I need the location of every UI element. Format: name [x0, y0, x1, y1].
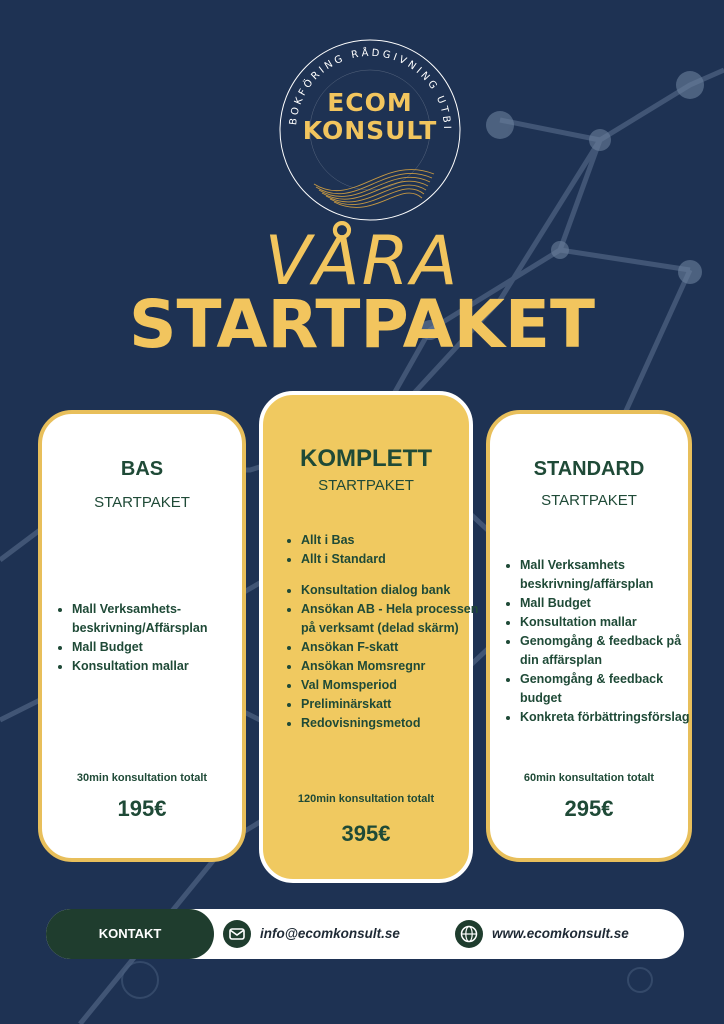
feature-list	[285, 531, 481, 733]
consultation-text: 30min konsultation totalt	[76, 772, 208, 784]
website-link[interactable]: www.ecomkonsult.se	[492, 926, 629, 941]
list-item: • Redovisningsmetod	[301, 714, 481, 733]
contact-bar	[46, 909, 684, 959]
logo-arc-text: BOKFÖRING RÅDGIVNING UTBI	[288, 47, 453, 132]
list-item: • Preliminärskatt	[301, 695, 481, 714]
feature-list	[56, 600, 252, 676]
list-spacer	[301, 569, 481, 581]
list-item: • Konsultation dialog bank	[301, 581, 481, 600]
list-item: • Mall Budget	[520, 594, 696, 613]
package-subtitle: STARTPAKET	[94, 494, 190, 511]
list-item: • Val Momsperiod	[301, 676, 481, 695]
package-price: 295€	[564, 796, 614, 821]
ecomkonsult-logo	[274, 34, 466, 226]
list-item: • Genomgång & feedback budget	[520, 670, 696, 708]
heading-vara: VÅRA	[264, 222, 460, 301]
list-item: • Mall Budget	[72, 638, 252, 657]
package-price: 395€	[341, 821, 391, 846]
logo-word-konsult: KONSULT	[302, 116, 438, 145]
feature-list	[504, 556, 696, 727]
consultation-text: 120min konsultation totalt	[297, 793, 435, 805]
heading-startpaket: STARTPAKET	[128, 286, 596, 363]
list-item: • Mall Verksamhets beskrivning/affärsplan	[520, 556, 696, 594]
package-name: STANDARD	[533, 458, 645, 480]
logo-word-ecom: ECOM	[327, 88, 413, 117]
kontakt-button[interactable]: KONTAKT	[46, 909, 214, 959]
list-item: • Mall Verksamhets-beskrivning/Affärsplan	[72, 600, 252, 638]
list-item: • Allt i Standard	[301, 550, 481, 569]
list-item: • Ansökan Momsregnr	[301, 657, 481, 676]
package-name: BAS	[120, 458, 164, 480]
list-item: • Allt i Bas	[301, 531, 481, 550]
consultation-text: 60min konsultation totalt	[523, 772, 655, 784]
package-subtitle: STARTPAKET	[318, 477, 414, 494]
package-card-bas	[38, 410, 246, 862]
list-item: • Ansökan F-skatt	[301, 638, 481, 657]
package-name: KOMPLETT	[300, 445, 432, 472]
list-item: • Konsultation mallar	[520, 613, 696, 632]
globe-icon	[455, 920, 483, 948]
package-subtitle: STARTPAKET	[541, 492, 637, 509]
package-price: 195€	[117, 796, 167, 821]
list-item: • Konkreta förbättringsförslag	[520, 708, 696, 727]
mail-icon	[223, 920, 251, 948]
package-card-komplett	[259, 391, 479, 883]
package-card-standard	[486, 410, 692, 862]
list-item: • Konsultation mallar	[72, 657, 252, 676]
list-item: • Genomgång & feedback på din affärsplan	[520, 632, 696, 670]
list-item: • Ansökan AB - Hela processen på verksamt (delad skärm)	[301, 600, 481, 638]
email-link[interactable]: info@ecomkonsult.se	[260, 926, 400, 941]
